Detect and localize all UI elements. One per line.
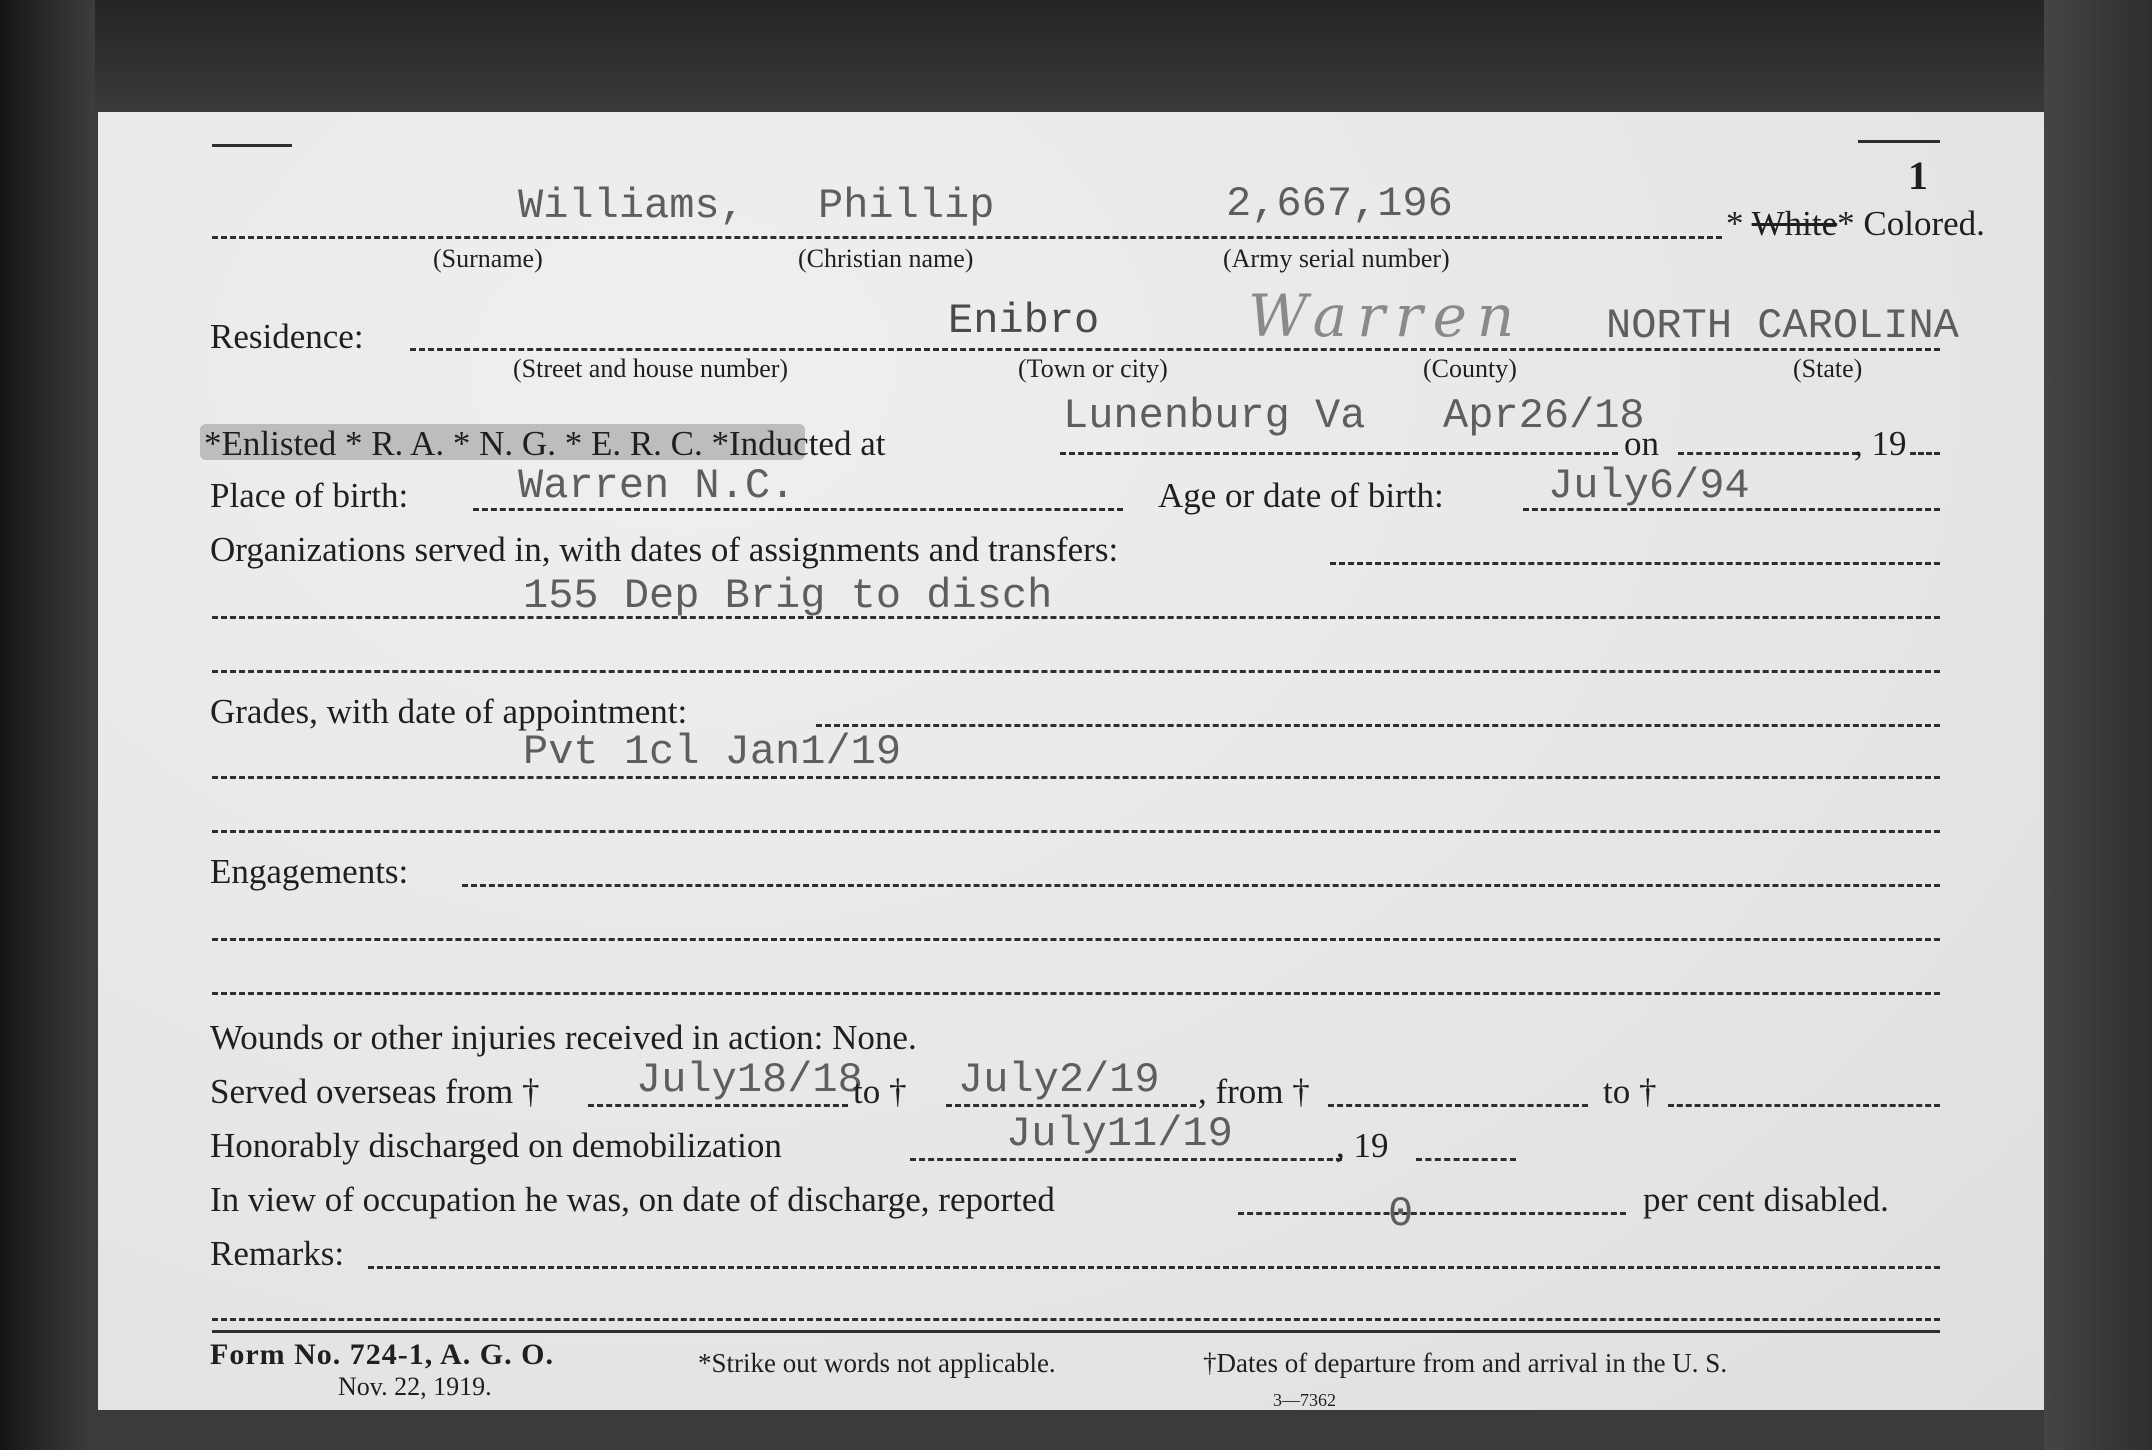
card-number: 1 [1908,153,1928,198]
top-right-rule [1858,140,1940,143]
remarks-label: Remarks: [210,1234,345,1273]
overseas-from-line [588,1104,848,1107]
grades-label: Grades, with date of appointment: [210,692,688,731]
christian-name-value: Phillip [818,182,995,230]
grades-line-3 [212,830,1940,833]
christian-name-caption: (Christian name) [798,244,974,273]
overseas-from-date: July18/18 [636,1056,863,1104]
serial-number-value: 2,667,196 [1226,180,1453,228]
inducted-date: Apr26/18 [1443,392,1645,440]
organizations-label: Organizations served in, with dates of assignments and transfers: [210,530,1119,569]
birth-place-label: Place of birth: [210,476,409,515]
inducted-place: Lunenburg Va [1063,392,1366,440]
organizations-line-3 [212,670,1940,673]
engagements-label: Engagements: [210,852,409,891]
disability-suffix: per cent disabled. [1643,1180,1889,1219]
engagements-line-2 [212,938,1940,941]
surname-value: Williams, [518,182,745,230]
race-white-struck: White [1751,204,1838,243]
birth-date-value: July6/94 [1548,462,1750,510]
residence-label: Residence: [210,317,364,356]
grades-line-2 [212,776,1940,779]
scanner-border-right [2044,0,2152,1450]
on-line [1678,452,1858,455]
on-label: on [1624,424,1659,463]
form-date: Nov. 22, 1919. [338,1372,492,1401]
remarks-line-1 [368,1266,1940,1269]
grades-line-1 [816,724,1940,727]
enlistment-label: *Enlisted * R. A. * N. G. * E. R. C. *Inducted at [204,424,886,463]
scanner-border-left [0,0,95,1450]
residence-state: NORTH CAROLINA [1606,302,1959,350]
discharge-year-line [1416,1158,1516,1161]
enlistment-year-line [1910,452,1940,455]
engagements-line-3 [212,992,1940,995]
overseas-from2-label: , from † [1198,1072,1310,1111]
disability-line [1238,1212,1626,1215]
wounds-row [210,1018,917,1058]
overseas-to2-label: to † [1603,1072,1657,1111]
discharge-line [910,1158,1342,1161]
race-options: * White* Colored. [1726,204,1985,243]
scanner-border-top [95,0,2152,112]
bottom-rule [212,1330,1940,1333]
street-caption: (Street and house number) [513,354,789,383]
race-colored: * Colored. [1837,204,1985,243]
birth-place-value: Warren N.C. [518,462,796,510]
grades-entry: Pvt 1cl Jan1/19 [523,728,902,776]
birth-place-line [473,508,1123,511]
enlistment-year-label: , 19 [1854,424,1907,463]
inducted-line [1060,452,1618,455]
disability-label: In view of occupation he was, on date of discharge, reported [210,1180,1055,1219]
wounds-value: None. [832,1018,917,1057]
discharge-label: Honorably discharged on demobilization [210,1126,782,1165]
overseas-label: Served overseas from † [210,1072,540,1111]
county-caption: (County) [1423,354,1517,383]
dates-note: †Dates of departure from and arrival in the U. S. [1203,1348,1728,1378]
overseas-to-date: July2/19 [958,1056,1160,1104]
organizations-line-2 [212,616,1940,619]
print-code: 3—7362 [1273,1390,1336,1410]
discharge-year-label: , 19 [1336,1126,1389,1165]
form-number: Form No. 724-1, A. G. O. [210,1338,554,1371]
service-record-card [98,112,2044,1410]
organizations-entry: 155 Dep Brig to disch [523,572,1053,620]
strike-note: *Strike out words not applicable. [698,1348,1056,1378]
overseas-to-line [946,1104,1196,1107]
overseas-to-label: to † [853,1072,907,1111]
birth-date-label: Age or date of birth: [1158,476,1444,515]
name-line [212,236,1722,239]
top-left-rule [212,144,292,147]
overseas-from2-line [1328,1104,1588,1107]
disability-value: 0 [1388,1190,1414,1238]
serial-caption: (Army serial number) [1223,244,1450,273]
residence-line [410,348,1940,351]
organizations-line-1 [1330,562,1940,565]
birth-date-line [1523,508,1940,511]
engagements-line-1 [462,884,1940,887]
town-caption: (Town or city) [1018,354,1168,383]
surname-caption: (Surname) [433,244,543,273]
state-caption: (State) [1793,354,1863,383]
residence-town: Enibro [948,297,1100,345]
remarks-line-2 [212,1318,1940,1321]
overseas-to2-line [1668,1104,1940,1107]
wounds-label: Wounds or other injuries received in action: [210,1018,824,1057]
discharge-date: July11/19 [1006,1110,1233,1158]
residence-county: Warren [1248,282,1525,350]
